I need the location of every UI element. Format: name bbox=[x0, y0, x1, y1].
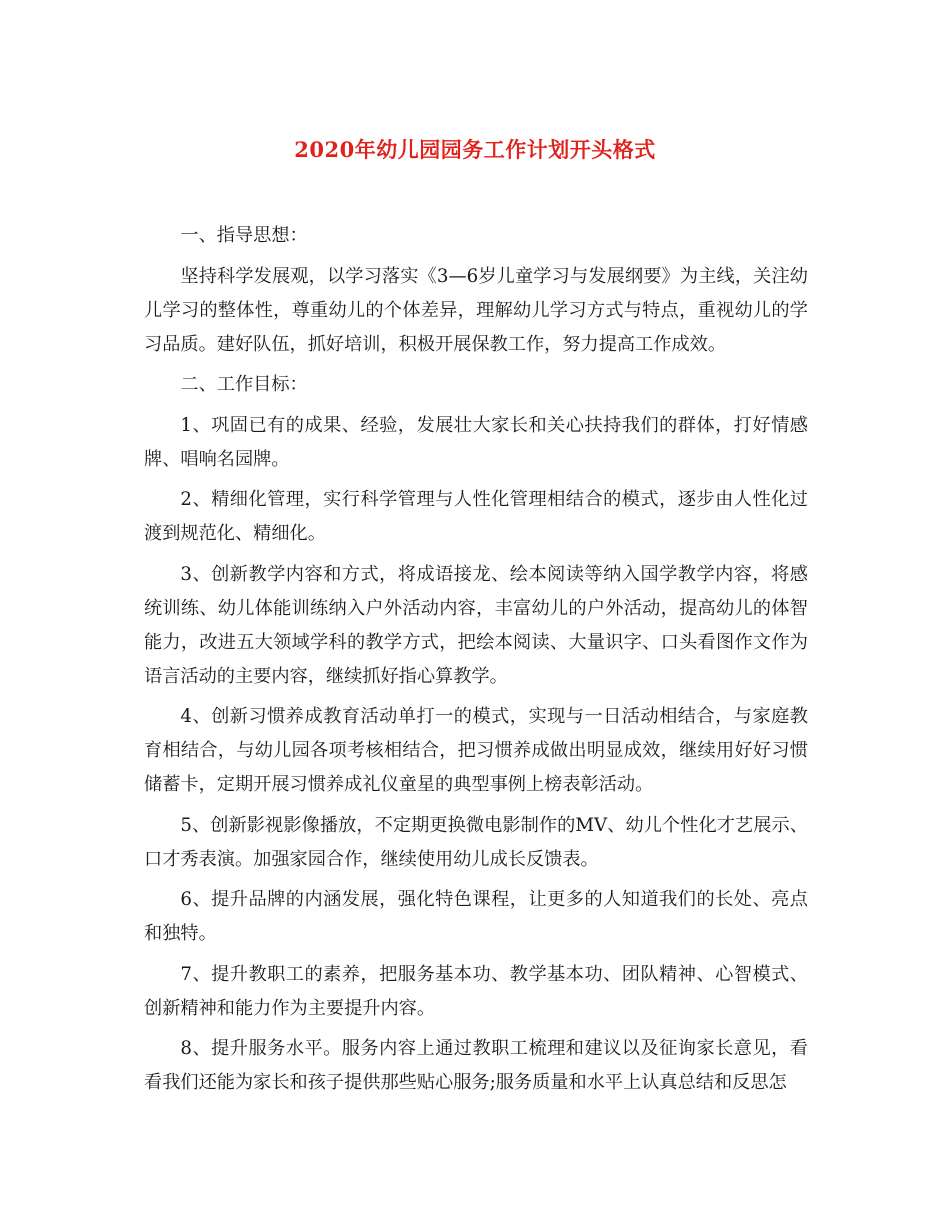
document-title: 2020年幼儿园园务工作计划开头格式 bbox=[294, 137, 656, 162]
goal-item-3: 3、创新教学内容和方式，将成语接龙、绘本阅读等纳入国学教学内容，将感统训练、幼儿体能训练纳入户外活动内容，丰富幼儿的户外活动，提高幼儿的体智能力，改进五大领域学科的教学方式，把绘本阅读、大量识字、口头看图作文作为语言活动的主要内容，继续抓好指心算教学。 bbox=[144, 563, 808, 687]
paragraph-guiding-ideology: 坚持科学发展观，以学习落实《3—6岁儿童学习与发展纲要》为主线，关注幼儿学习的整体性，尊重幼儿的个体差异，理解幼儿学习方式与特点，重视幼儿的学习品质。建好队伍，抓好培训，积极开展保教工作，努力提高工作成效。 bbox=[144, 265, 808, 355]
goal-item-2: 2、精细化管理，实行科学管理与人性化管理相结合的模式，逐步由人性化过渡到规范化、精细化。 bbox=[144, 489, 808, 544]
document-body bbox=[144, 219, 808, 1107]
goal-item-6: 6、提升品牌的内涵发展，强化特色课程，让更多的人知道我们的长处、亮点和独特。 bbox=[144, 889, 808, 944]
goal-item-1: 1、巩固已有的成果、经验，发展壮大家长和关心扶持我们的群体，打好情感牌、唱响名园牌。 bbox=[144, 414, 808, 470]
goal-item-4: 4、创新习惯养成教育活动单打一的模式，实现与一日活动相结合，与家庭教育相结合，与幼儿园各项考核相结合，把习惯养成做出明显成效，继续用好好习惯储蓄卡，定期开展习惯养成礼仪童星的典型事例上榜表彰活动。 bbox=[144, 706, 808, 795]
heading-guiding-ideology: 一、指导思想： bbox=[180, 225, 308, 246]
goal-item-8: 8、提升服务水平。服务内容上通过教职工梳理和建议以及征询家长意见，看看我们还能为家长和孩子提供那些贴心服务;服务质量和水平上认真总结和反思怎 bbox=[144, 1038, 808, 1093]
heading-work-goals: 二、工作目标： bbox=[180, 374, 308, 395]
goal-item-5: 5、创新影视影像播放，不定期更换微电影制作的MV、幼儿个性化才艺展示、口才秀表演。加强家园合作，继续使用幼儿成长反馈表。 bbox=[144, 814, 808, 870]
goal-item-7: 7、提升教职工的素养，把服务基本功、教学基本功、团队精神、心智模式、创新精神和能力作为主要提升内容。 bbox=[144, 963, 808, 1019]
